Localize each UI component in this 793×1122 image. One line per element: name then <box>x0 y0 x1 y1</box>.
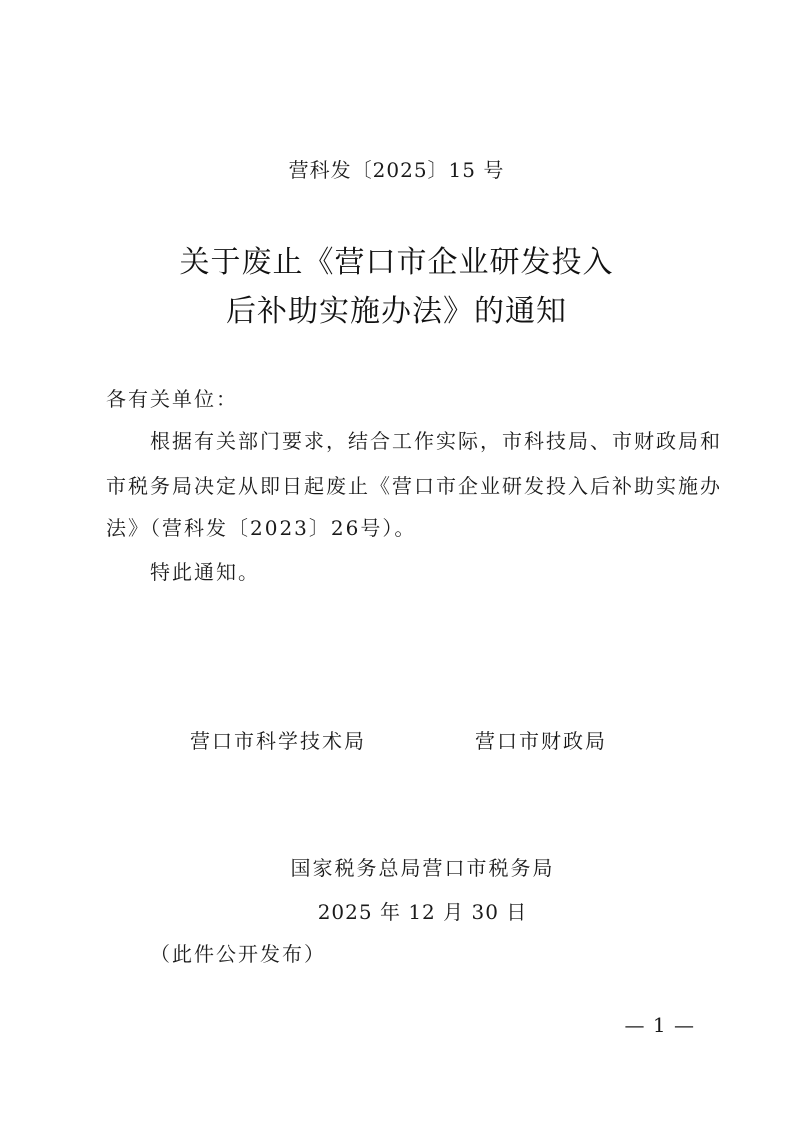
page-number: — 1 — <box>624 1013 695 1037</box>
signatory-finance-bureau: 营口市财政局 <box>475 729 607 753</box>
document-number: 营科发〔2025〕15 号 <box>288 158 505 182</box>
closing-text: 特此通知。 <box>150 560 260 584</box>
body-paragraph-line-2: 市税务局决定从即日起废止《营口市企业研发投入后补助实施办 <box>106 474 722 498</box>
publish-note: （此件公开发布） <box>150 942 326 966</box>
document-title-line-1: 关于废止《营口市企业研发投入 <box>179 245 614 280</box>
signatory-tax-bureau: 国家税务总局营口市税务局 <box>290 856 555 880</box>
body-paragraph-line-1: 根据有关部门要求，结合工作实际，市科技局、市财政局和 <box>150 429 722 453</box>
issue-date: 2025 年 12 月 30 日 <box>317 900 528 924</box>
document-title-line-2: 后补助实施办法》的通知 <box>226 294 567 329</box>
salutation: 各有关单位： <box>106 387 238 411</box>
signatory-science-bureau: 营口市科学技术局 <box>190 729 366 753</box>
body-paragraph-line-3: 法》（营科发〔2023〕26号）。 <box>106 516 417 540</box>
